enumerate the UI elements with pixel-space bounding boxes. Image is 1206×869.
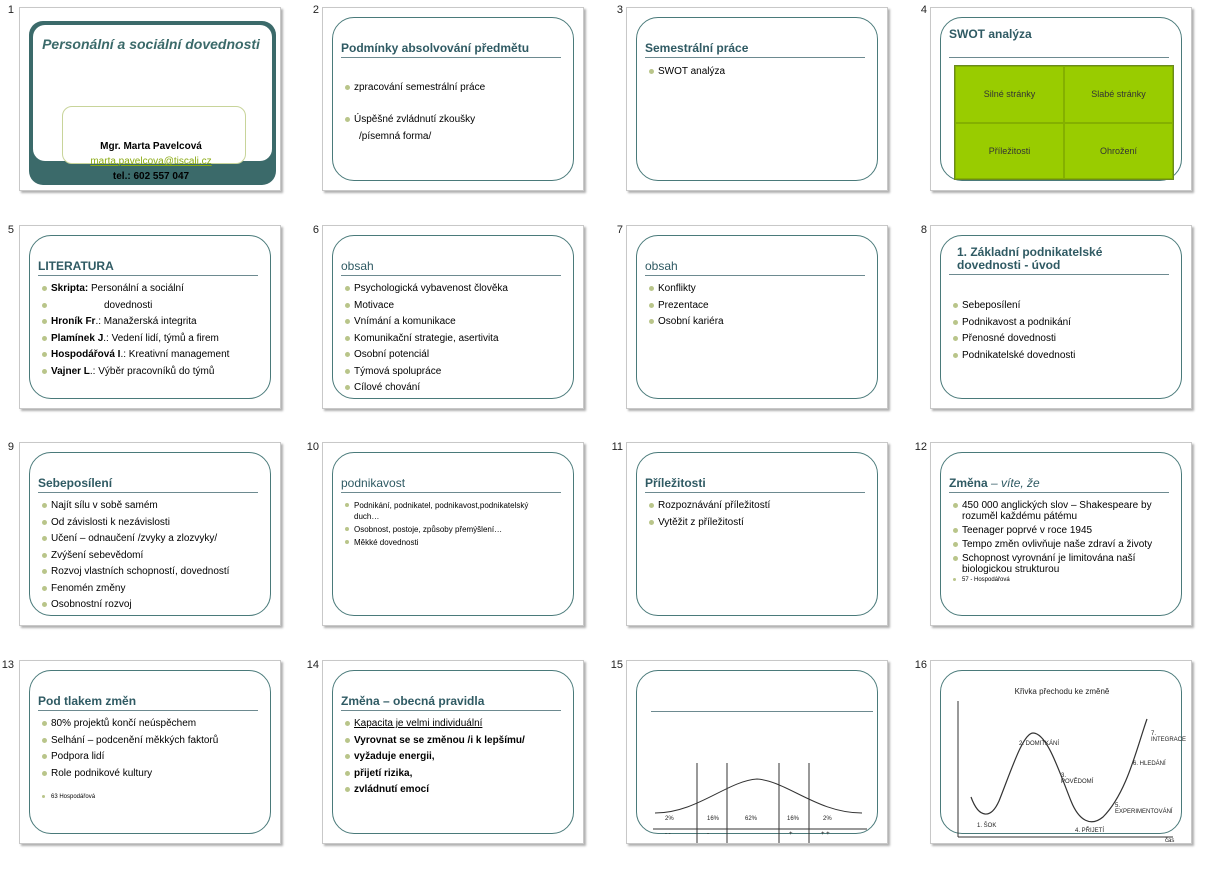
bullet-list [953, 500, 1177, 589]
list-item: Podnikatelské dovednosti [953, 350, 1177, 362]
change-curve-chart [931, 661, 1192, 844]
list-item: Osobní potenciál [345, 349, 569, 361]
slide-thumbnail-9[interactable] [19, 442, 281, 626]
list-item: Zvýšení sebevědomí [42, 550, 266, 562]
pct-label: 62% [745, 816, 758, 822]
swot-weaknesses: Slabé stránky [1064, 66, 1173, 123]
list-item: Role podnikové kultury [42, 768, 266, 780]
list-item: Učení – odnaučení /zvyky a zlozvyky/ [42, 533, 266, 545]
slide-number: 13 [1, 659, 14, 671]
pct-label: 16% [707, 816, 720, 822]
slide-thumbnail-12[interactable] [930, 442, 1192, 626]
author-name: Mgr. Marta Pavelcová [100, 141, 202, 152]
slide-number: 2 [312, 4, 319, 16]
curve-label: 4. PŘIJETÍ [1075, 828, 1105, 834]
slide-number: 6 [312, 224, 319, 236]
bullet-list [649, 500, 873, 533]
slide-number: 1 [7, 4, 14, 16]
slide-number: 16 [914, 659, 927, 671]
bullet-list [649, 283, 873, 333]
list-item: Hospodářová I.: Kreativní management [42, 349, 266, 361]
list-item: Osobnostní rozvoj [42, 599, 266, 611]
bullet-list [42, 283, 266, 382]
list-item: zpracování semestrální práce [345, 82, 569, 94]
slide-number: 11 [611, 441, 623, 453]
slide-number: 5 [7, 224, 14, 236]
slide-number: 4 [920, 4, 927, 16]
list-item: Fenomén změny [42, 583, 266, 595]
slide-number: 14 [306, 659, 319, 671]
slide-title: Změna – obecná pravidla [341, 695, 561, 711]
list-item: 80% projektů končí neúspěchem [42, 718, 266, 730]
slide-number: 8 [920, 224, 927, 236]
list-item: 450 000 anglických slov – Shakespeare by rozuměl každému pátému [953, 500, 1177, 522]
slide-thumbnail-4[interactable] [930, 7, 1192, 191]
list-item: Motivace [345, 300, 569, 312]
slide-thumbnail-1[interactable] [19, 7, 281, 191]
sign-label: - - [665, 831, 671, 837]
curve-label: 6. HLEDÁNÍ [1133, 761, 1166, 767]
curve-label: 7. INTEGRACE [1151, 731, 1187, 743]
pct-label: 2% [823, 816, 832, 822]
sign-label: + + [821, 831, 830, 837]
bullet-list [345, 500, 545, 550]
list-item: Cílové chování [345, 382, 569, 394]
author-info [40, 139, 262, 184]
slide-title: Sebeposílení [38, 477, 258, 493]
list-item: Úspěšné zvládnutí zkoušky [345, 114, 569, 126]
list-item: Konflikty [649, 283, 873, 295]
curve-label: 3. POVĚDOMÍ [1061, 773, 1094, 785]
list-item-continuation: /písemná forma/ [359, 131, 432, 142]
swot-grid [954, 65, 1174, 180]
list-item: Podnikání, podnikatel, podnikavost,podnikatelský duch… [345, 500, 545, 522]
pct-label: 2% [665, 816, 674, 822]
bullet-list [953, 300, 1177, 366]
curve-label: 5. EXPERIMENTOVÁNÍ [1115, 803, 1173, 815]
bullet-list [345, 283, 569, 399]
swot-opportunities: Příležitosti [955, 123, 1064, 180]
slide-thumbnail-15[interactable] [626, 660, 888, 844]
list-item: Podpora lidí [42, 751, 266, 763]
slide-thumbnail-16[interactable] [930, 660, 1192, 844]
list-item: Měkké dovednosti [345, 537, 545, 548]
list-item: SWOT analýza [649, 66, 873, 78]
slide-number: 15 [610, 659, 623, 671]
slide-thumbnail-10[interactable] [322, 442, 584, 626]
slide-number: 12 [914, 441, 927, 453]
list-item: Vyrovnat se se změnou /i k lepšímu/ [345, 735, 569, 747]
list-item: přijetí rizika, [345, 768, 569, 780]
source-note: 63 Hospodářová [42, 793, 266, 801]
slide-thumbnail-5[interactable] [19, 225, 281, 409]
slide-thumbnail-3[interactable] [626, 7, 888, 191]
list-item: Sebeposílení [953, 300, 1177, 312]
list-item: Najít sílu v sobě samém [42, 500, 266, 512]
list-item: Teenager poprvé v roce 1945 [953, 525, 1177, 536]
list-item: Rozvoj vlastních schopností, dovedností [42, 566, 266, 578]
list-item: Týmová spolupráce [345, 366, 569, 378]
sign-label: + [789, 831, 793, 837]
list-item: Vnímání a komunikace [345, 316, 569, 328]
slide-thumbnail-13[interactable] [19, 660, 281, 844]
list-item: Osobnost, postoje, způsoby přemýšlení… [345, 524, 545, 535]
list-item: Kapacita je velmi individuální [345, 718, 569, 730]
list-item: Vajner L.: Výběr pracovníků do týmů [42, 366, 266, 378]
slide-number: 7 [616, 224, 623, 236]
list-item: Prezentace [649, 300, 873, 312]
list-item: Tempo změn ovlivňuje naše zdraví a životy [953, 539, 1177, 550]
curve-label: 2. DOMITKÁNÍ [1019, 741, 1060, 747]
sign-label: - [707, 831, 709, 837]
list-item: Podnikavost a podnikání [953, 317, 1177, 329]
author-email: marta.pavelcova@tiscali.cz [90, 156, 212, 167]
bullet-list [345, 718, 569, 801]
list-item: dovednosti [42, 300, 266, 312]
swot-threats: Ohrožení [1064, 123, 1173, 180]
title-italic: – víte, že [987, 476, 1040, 490]
slide-title: Příležitosti [645, 477, 865, 493]
slide-title: Semestrální práce [645, 42, 865, 58]
curve-label: 1. ŠOK [977, 823, 997, 829]
slide-thumbnail-8[interactable] [930, 225, 1192, 409]
list-item: Přenosné dovednosti [953, 333, 1177, 345]
list-item: zvládnutí emocí [345, 784, 569, 796]
slide-title: obsah [341, 260, 561, 276]
slide-title: Pod tlakem změn [38, 695, 258, 711]
bell-curve [655, 779, 862, 813]
bullet-list [649, 66, 873, 83]
slide-number: 10 [306, 441, 319, 453]
bullet-list [42, 718, 266, 805]
list-item: Vytěžit z příležitostí [649, 517, 873, 529]
list-item: Schopnost vyrovnání je limitována naší biologickou strukturou [953, 553, 1177, 575]
slide-title: Podmínky absolvování předmětu [341, 42, 561, 58]
list-item: vyžaduje energii, [345, 751, 569, 763]
list-item: Plamínek J.: Vedení lidí, týmů a firem [42, 333, 266, 345]
title-main: Změna [949, 476, 988, 490]
swot-strengths: Silné stránky [955, 66, 1064, 123]
slide-thumbnail-7[interactable] [626, 225, 888, 409]
slide-title: Křivka přechodu ke změně [1014, 687, 1110, 696]
list-item: Komunikační strategie, asertivita [345, 333, 569, 345]
list-item: Od závislosti k nezávislosti [42, 517, 266, 529]
slide-title: obsah [645, 260, 865, 276]
list-item: Psychologická vybavenost člověka [345, 283, 569, 295]
slide-title [949, 477, 1169, 493]
slide-thumbnail-14[interactable] [322, 660, 584, 844]
slide-thumbnail-2[interactable] [322, 7, 584, 191]
axis-label: čas [1165, 838, 1175, 844]
slide-title: LITERATURA [38, 260, 258, 276]
slide-thumbnail-11[interactable] [626, 442, 888, 626]
bullet-list [42, 500, 266, 616]
pct-label: 16% [787, 816, 800, 822]
slide-thumbnail-6[interactable] [322, 225, 584, 409]
list-item: Hroník Fr.: Manažerská integrita [42, 316, 266, 328]
slide-title: 1. Základní podnikatelské dovednosti - úvod [949, 246, 1169, 275]
list-item: Osobní kariéra [649, 316, 873, 328]
slide-number: 9 [7, 441, 14, 453]
slide-number: 3 [616, 4, 623, 16]
bullet-list [345, 82, 569, 126]
author-phone: tel.: 602 557 047 [112, 171, 190, 182]
slide-title: SWOT analýza [949, 28, 1169, 58]
list-item: Selhání – podcenění měkkých faktorů [42, 735, 266, 747]
list-item: Skripta: Personální a sociální [42, 283, 266, 295]
source-note: 57 - Hospodářová [953, 576, 1177, 584]
slide-title: podnikavost [341, 477, 561, 493]
slide-title: Personální a sociální dovednosti [42, 36, 260, 52]
list-item: Rozpoznávání příležitostí [649, 500, 873, 512]
